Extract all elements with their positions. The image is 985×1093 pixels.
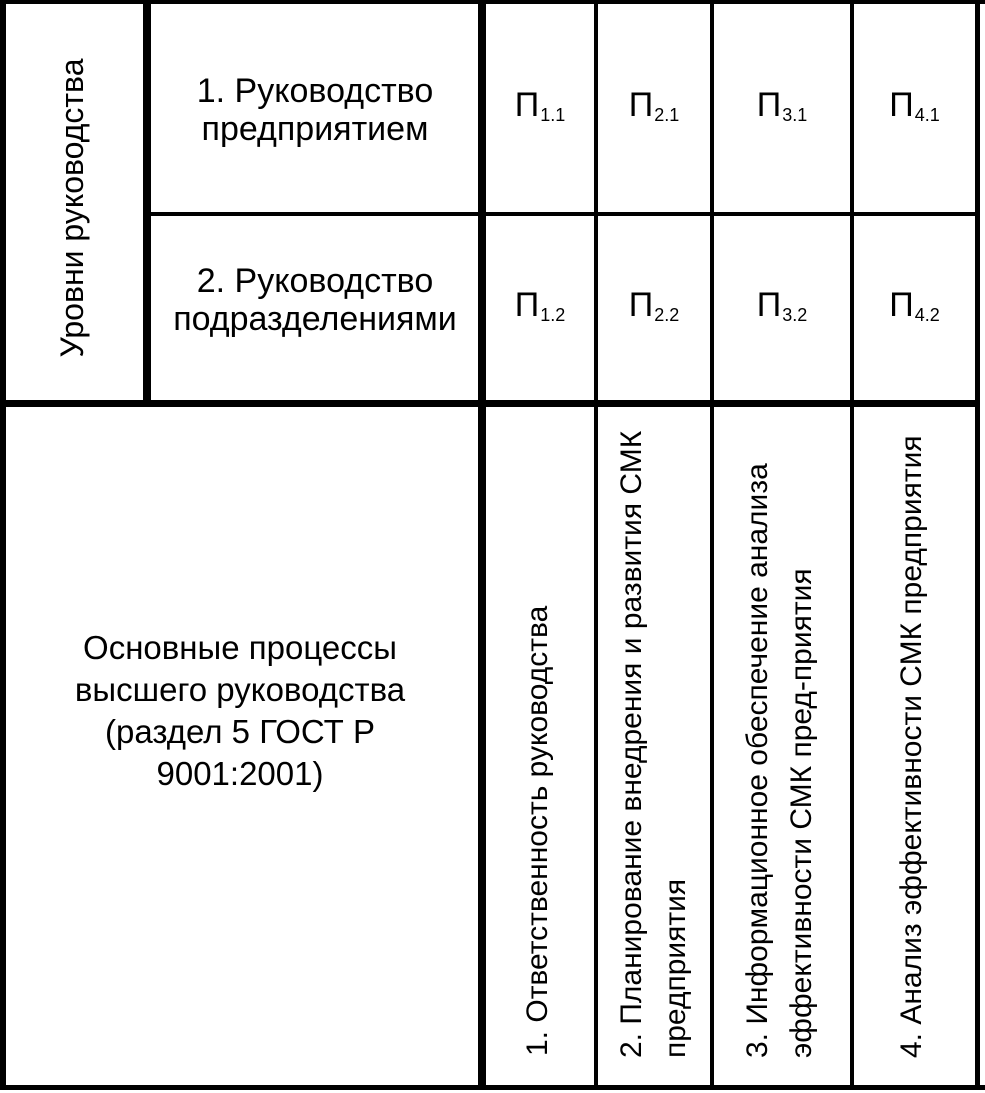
divider-col-4: [850, 0, 854, 1090]
process-1-name: 1. Ответственность руководства: [521, 605, 554, 1056]
levels-header: Уровни руководства: [54, 58, 90, 358]
border-right: [975, 0, 980, 1090]
divider-levels-label: [143, 0, 151, 404]
process-cell-1-2: П 1.2: [514, 285, 566, 325]
level-1-label: 1. Руководство предприятием: [196, 72, 434, 148]
process-cell-4-1: П 4.1: [889, 85, 940, 125]
border-left: [0, 0, 6, 1090]
divider-row-2: [0, 400, 980, 407]
level-2-label: 2. Руководство подразделениями: [173, 262, 457, 338]
process-cell-3-2: П 3.2: [756, 285, 808, 325]
process-3-name: 3. Информационное обеспечение анализа эффективности СМК пред-приятия: [741, 463, 818, 1058]
process-cell-2-2: П 2.2: [628, 285, 680, 325]
process-2-name: 2. Планирование внедрения и развития СМК предприятия: [615, 430, 692, 1058]
process-cell-1-1: П 1.1: [514, 85, 566, 125]
border-bottom: [0, 1085, 985, 1090]
process-cell-3-1: П 3.1: [756, 85, 808, 125]
process-cell-4-2: П 4.2: [889, 285, 940, 325]
process-4-name: 4. Анализ эффективности СМК предприятия: [895, 435, 928, 1058]
process-cell-2-1: П 2.1: [628, 85, 680, 125]
processes-header: Основные процессы высшего руководства (раздел 5 ГОСТ Р 9001:2001): [74, 629, 406, 792]
divider-col-2: [594, 0, 598, 1090]
divider-row-1: [147, 212, 977, 216]
divider-main-vertical: [478, 0, 486, 1090]
